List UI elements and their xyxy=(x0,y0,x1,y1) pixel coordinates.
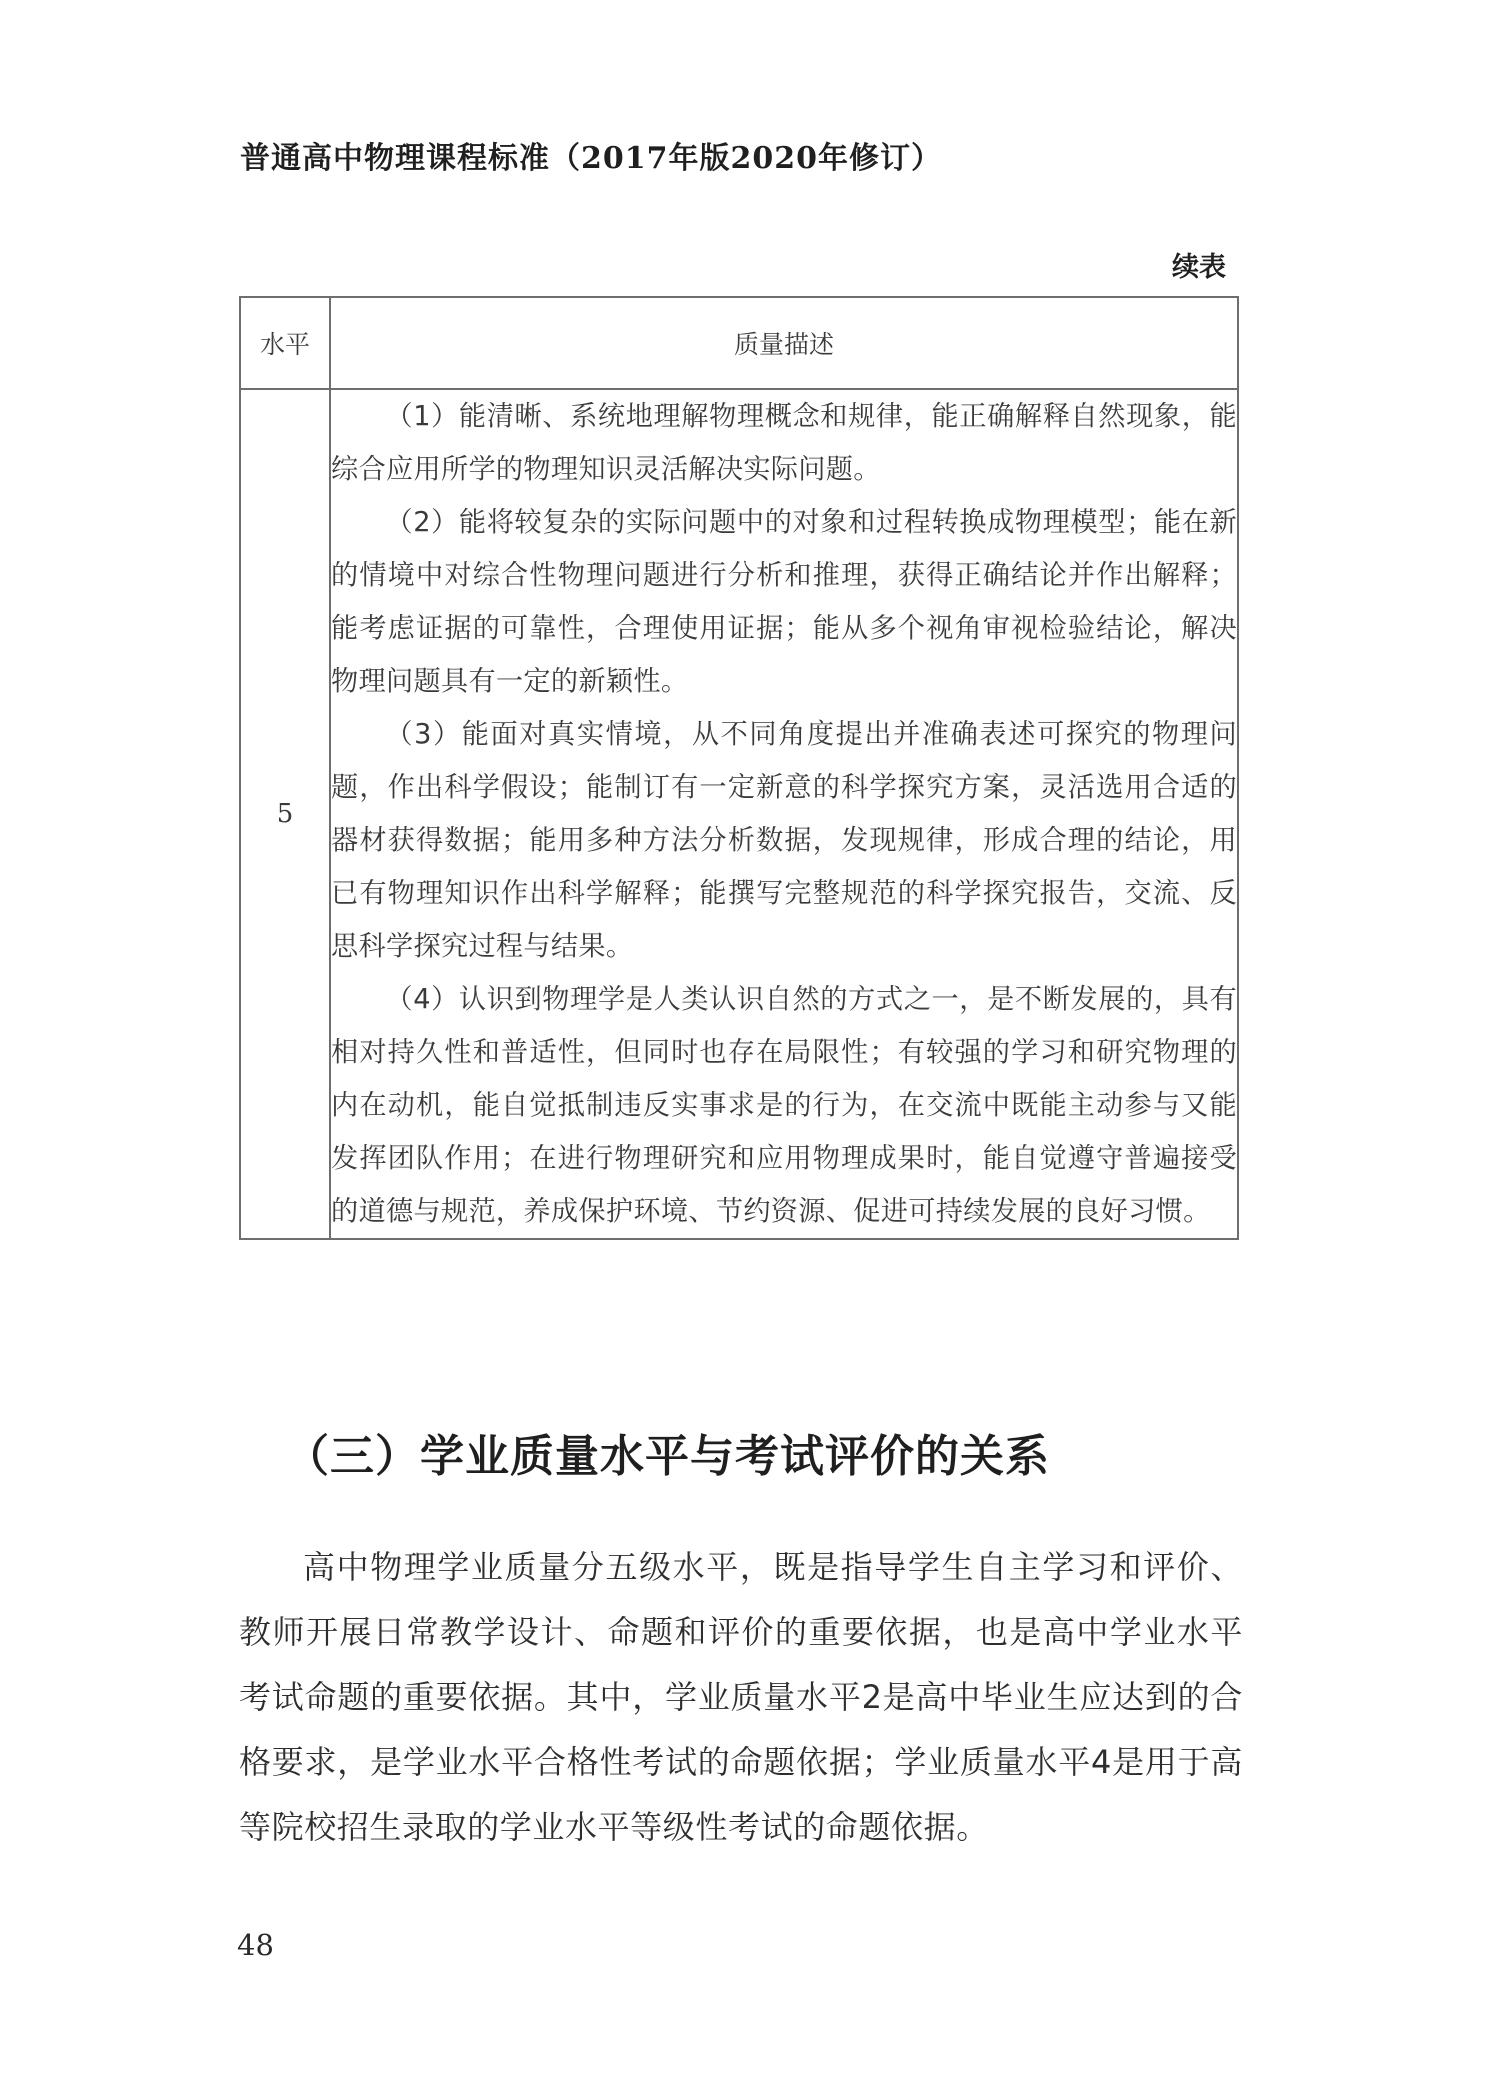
section-heading: （三）学业质量水平与考试评价的关系 xyxy=(285,1431,1050,1482)
running-header-title: 普通高中物理课程标准（2017年版2020年修订） xyxy=(240,141,942,176)
quality-level-table xyxy=(239,296,1239,1240)
table-header-row xyxy=(240,297,1238,389)
page-number: 48 xyxy=(237,1928,274,1962)
table-continued-label: 续表 xyxy=(1172,252,1226,283)
table-row xyxy=(240,389,1238,1239)
description-paragraph-3: （3）能面对真实情境，从不同角度提出并准确表述可探究的物理问题，作出科学假设；能制订有一定新意的科学探究方案，灵活选用合适的器材获得数据；能用多种方法分析数据，发现规律，形成合理的结论，用已有物理知识作出科学解释；能撰写完整规范的科学探究报告，交流、反思科学探究过程与结果。 xyxy=(331,719,1237,962)
section-body-paragraph: 高中物理学业质量分五级水平，既是指导学生自主学习和评价、教师开展日常教学设计、命题和评价的重要依据，也是高中学业水平考试命题的重要依据。其中，学业质量水平2是高中毕业生应达到的合格要求，是学业水平合格性考试的命题依据；学业质量水平4是用于高等院校招生录取的学业水平等级性考试的命题依据。 xyxy=(239,1548,1243,1846)
description-paragraph-4: （4）认识到物理学是人类认识自然的方式之一，是不断发展的，具有相对持久性和普适性，但同时也存在局限性；有较强的学习和研究物理的内在动机，能自觉抵制违反实事求是的行为，在交流中既能主动参与又能发挥团队作用；在进行物理研究和应用物理成果时，能自觉遵守普遍接受的道德与规范，养成保护环境、节约资源、促进可持续发展的良好习惯。 xyxy=(331,984,1237,1227)
column-header-level: 水平 xyxy=(240,297,330,389)
description-paragraph-1: （1）能清晰、系统地理解物理概念和规律，能正确解释自然现象，能综合应用所学的物理知识灵活解决实际问题。 xyxy=(331,401,1237,485)
description-cell xyxy=(330,389,1238,1239)
level-cell: 5 xyxy=(240,389,330,1239)
description-paragraph-2: （2）能将较复杂的实际问题中的对象和过程转换成物理模型；能在新的情境中对综合性物理问题进行分析和推理，获得正确结论并作出解释；能考虑证据的可靠性，合理使用证据；能从多个视角审视检验结论，解决物理问题具有一定的新颖性。 xyxy=(331,507,1237,697)
column-header-description: 质量描述 xyxy=(330,297,1238,389)
